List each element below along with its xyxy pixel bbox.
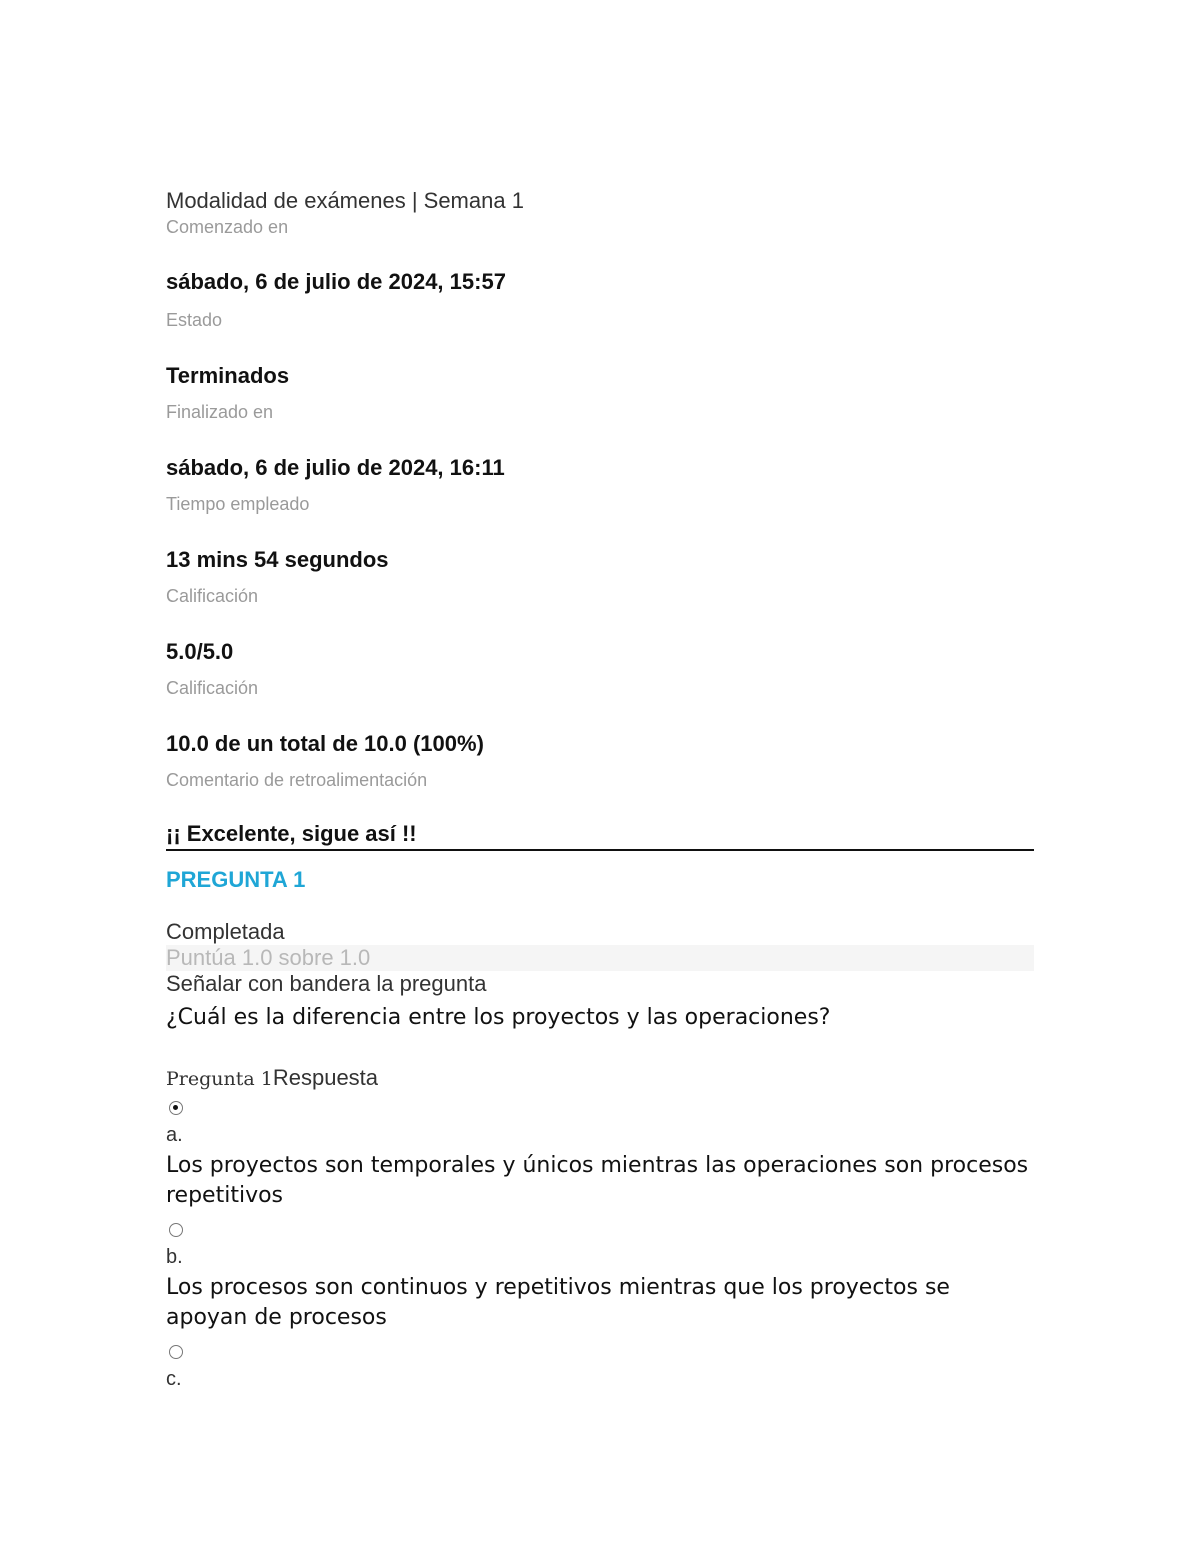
time-value: 13 mins 54 segundos	[166, 547, 389, 572]
option-letter: c.	[166, 1368, 182, 1390]
grade-value: 5.0/5.0	[166, 639, 234, 664]
finished-value: sábado, 6 de julio de 2024, 16:11	[166, 455, 505, 480]
feedback-row	[166, 819, 1034, 851]
question-text: ¿Cuál es la diferencia entre los proyectos y las operaciones?	[166, 1005, 831, 1030]
option-text: Los procesos son continuos y repetitivos mientras que los proyectos se apoyan de procesos	[166, 1275, 950, 1330]
radio-unchecked-icon[interactable]	[169, 1345, 183, 1359]
flag-question-link[interactable]: Señalar con bandera la pregunta	[166, 971, 487, 996]
started-label: Comenzado en	[166, 217, 289, 237]
answer-option-a[interactable]	[166, 1101, 1034, 1211]
time-label: Tiempo empleado	[166, 494, 310, 514]
answer-label: Respuesta	[272, 1065, 379, 1090]
option-letter: a.	[166, 1124, 183, 1146]
question-score: Puntúa 1.0 sobre 1.0	[166, 945, 1034, 971]
answer-option-b[interactable]	[166, 1223, 1034, 1333]
grade-label: Calificación	[166, 586, 259, 606]
state-value: Terminados	[166, 363, 290, 388]
quiz-review-page	[166, 186, 1034, 1393]
started-value: sábado, 6 de julio de 2024, 15:57	[166, 269, 506, 294]
page-title: Modalidad de exámenes | Semana 1	[166, 188, 524, 213]
grade-percent-value: 10.0 de un total de 10.0 (100%)	[166, 731, 484, 756]
radio-checked-icon[interactable]	[169, 1101, 183, 1115]
answer-option-c[interactable]	[166, 1345, 1034, 1393]
answer-heading	[166, 1063, 1034, 1093]
radio-unchecked-icon[interactable]	[169, 1223, 183, 1237]
question-state: Completada	[166, 919, 285, 944]
feedback-label: Comentario de retroalimentación	[166, 770, 428, 790]
grade-percent-label: Calificación	[166, 678, 259, 698]
finished-label: Finalizado en	[166, 402, 274, 422]
feedback-value: ¡¡ Excelente, sigue así !!	[166, 821, 417, 846]
state-label: Estado	[166, 310, 223, 330]
option-text: Los proyectos son temporales y únicos mientras las operaciones son procesos repetitivos	[166, 1153, 1029, 1208]
question-title: PREGUNTA 1	[166, 867, 306, 892]
option-letter: b.	[166, 1246, 183, 1268]
answer-question-prefix: Pregunta 1	[166, 1068, 273, 1090]
